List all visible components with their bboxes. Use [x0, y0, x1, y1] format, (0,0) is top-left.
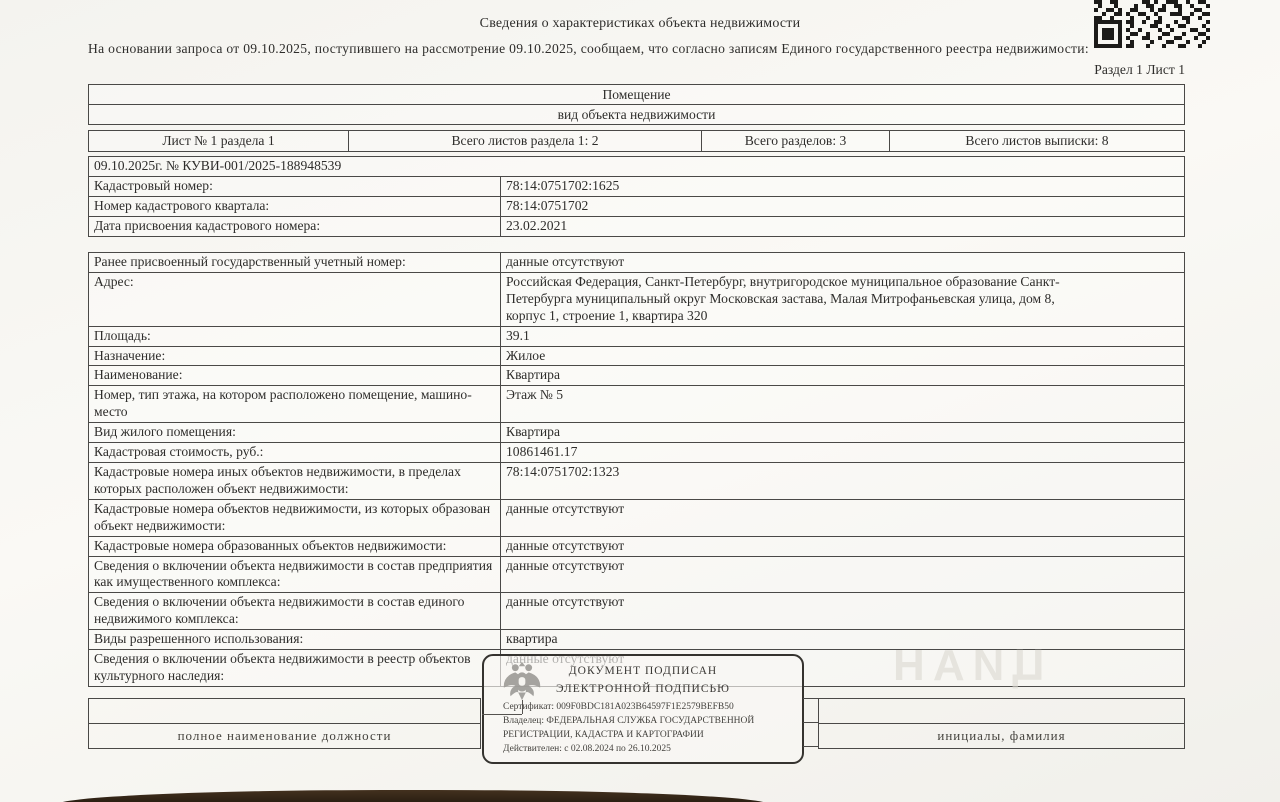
object-type-caption: вид объекта недвижимости — [89, 104, 1184, 124]
table-row — [89, 253, 1184, 272]
table-row — [89, 536, 1184, 556]
request-number: 09.10.2025г. № КУВИ-001/2025-188948539 — [94, 158, 342, 173]
row-value: Квартира — [506, 367, 561, 383]
row-label: Кадастровая стоимость, руб.: — [89, 443, 501, 462]
page-title: Сведения о характеристиках объекта недвижимости — [479, 16, 801, 31]
stamp-title-line1: ДОКУМЕНТ ПОДПИСАН — [568, 665, 718, 677]
table-row — [89, 499, 1184, 536]
table-row — [89, 157, 1184, 176]
sheet-info-table — [88, 130, 1185, 152]
row-value: квартира — [506, 631, 558, 647]
row-label: Кадастровые номера объектов недвижимости, из которых образован объект недвижимости: — [89, 500, 501, 536]
footer-position-caption: полное наименование должности — [89, 723, 480, 748]
characteristics-table — [88, 252, 1185, 687]
row-value: данные отсутствуют — [506, 254, 625, 269]
row-label: Сведения о включении объекта недвижимости в состав единого недвижимого комплекса: — [89, 593, 501, 629]
row-label: Дата присвоения кадастрового номера: — [89, 217, 501, 236]
request-intro-text: На основании запроса от 09.10.2025, поступившего на рассмотрение 09.10.2025, сообщаем, что согласно записям Единого государственного реестра недвижимости: — [88, 41, 1089, 56]
sheet-cell: Всего листов раздела 1: 2 — [348, 131, 701, 151]
row-label: Кадастровые номера иных объектов недвижимости, в пределах которых расположен объект недвижимости: — [89, 463, 501, 499]
desk-edge — [56, 790, 770, 802]
row-label: Адрес: — [89, 273, 501, 326]
row-value: 78:14:0751702 — [506, 197, 589, 213]
row-value: Этаж № 5 — [506, 387, 564, 403]
row-label: Наименование: — [89, 366, 501, 385]
connector-line — [803, 722, 819, 723]
row-label: Виды разрешенного использования: — [89, 630, 501, 649]
table-row — [89, 592, 1184, 629]
row-label: Ранее присвоенный государственный учетный номер: — [89, 253, 501, 272]
table-row — [89, 556, 1184, 593]
table-row — [89, 385, 1184, 422]
stamp-title-line2: ЭЛЕКТРОННОЙ ПОДПИСЬЮ — [556, 683, 730, 695]
table-row — [89, 422, 1184, 442]
table-row — [89, 196, 1184, 216]
connector-line — [803, 746, 819, 747]
table-row — [89, 365, 1184, 385]
row-value: Российская Федерация, Санкт-Петербург, внутригородское муниципальное образование Санкт-Петербурга муниципальный округ Московская застава, Малая Митрофаньевская улица, дом 8, корпус 1, строение 1, квартира 320 — [506, 273, 1060, 323]
sheet-cell: Лист № 1 раздела 1 — [162, 133, 275, 148]
stamp-details — [503, 700, 791, 756]
row-value: Квартира — [506, 424, 561, 440]
row-value: 78:14:0751702:1323 — [506, 463, 620, 479]
signature-blank-row — [89, 699, 480, 723]
footer-position-table — [88, 698, 481, 749]
row-value: 23.02.2021 — [506, 217, 568, 233]
row-label: Номер кадастрового квартала: — [89, 197, 501, 216]
row-label: Вид жилого помещения: — [89, 423, 501, 442]
row-value: данные отсутствуют — [506, 500, 625, 516]
row-value: 39.1 — [506, 327, 530, 343]
row-value: данные отсутствуют — [506, 557, 625, 573]
connector-line — [803, 698, 819, 699]
table-row — [89, 216, 1184, 236]
row-label: Сведения о включении объекта недвижимости в реестр объектов культурного наследия: — [89, 650, 501, 686]
row-value: Жилое — [506, 347, 546, 363]
footer-name-table — [818, 698, 1185, 749]
row-label: Номер, тип этажа, на котором расположено помещение, машино-место — [89, 386, 501, 422]
signature-blank-row — [819, 699, 1184, 723]
table-row — [89, 326, 1184, 346]
stamp-validity: Действителен: с 02.08.2024 по 26.10.2025 — [503, 744, 671, 754]
table-row — [89, 272, 1184, 326]
cadastral-table — [88, 156, 1185, 237]
table-row — [89, 346, 1184, 366]
row-label: Кадастровые номера образованных объектов недвижимости: — [89, 537, 501, 556]
object-type-table — [88, 84, 1185, 125]
sheet-cell: Всего разделов: 3 — [701, 131, 889, 151]
sheet-cell: Всего листов выписки: 8 — [889, 131, 1184, 151]
table-row — [89, 176, 1184, 196]
row-label: Площадь: — [89, 327, 501, 346]
table-row — [89, 462, 1184, 499]
row-label: Кадастровый номер: — [89, 177, 501, 196]
table-row — [89, 442, 1184, 462]
watermark: ЦИАН — [885, 641, 1045, 690]
row-value: данные отсутствуют — [506, 537, 625, 553]
row-value: данные отсутствуют — [506, 594, 625, 610]
row-value: 10861461.17 — [506, 444, 578, 460]
signature-stamp — [482, 654, 804, 764]
footer-name-caption: инициалы, фамилия — [819, 723, 1184, 748]
object-type: Помещение — [602, 87, 671, 102]
section-sheet-label: Раздел 1 Лист 1 — [1094, 62, 1185, 77]
stamp-owner: Владелец: ФЕДЕРАЛЬНАЯ СЛУЖБА ГОСУДАРСТВЕННОЙ РЕГИСТРАЦИИ, КАДАСТРА И КАРТОГРАФИИ — [503, 716, 755, 740]
stamp-certificate: Сертификат: 009F0BDC181A023B64597F1E2579BEFB50 — [503, 702, 734, 712]
row-value: 78:14:0751702:1625 — [506, 177, 620, 193]
row-label: Назначение: — [89, 347, 501, 366]
row-label: Сведения о включении объекта недвижимости в состав предприятия как имущественного комплекса: — [89, 557, 501, 593]
